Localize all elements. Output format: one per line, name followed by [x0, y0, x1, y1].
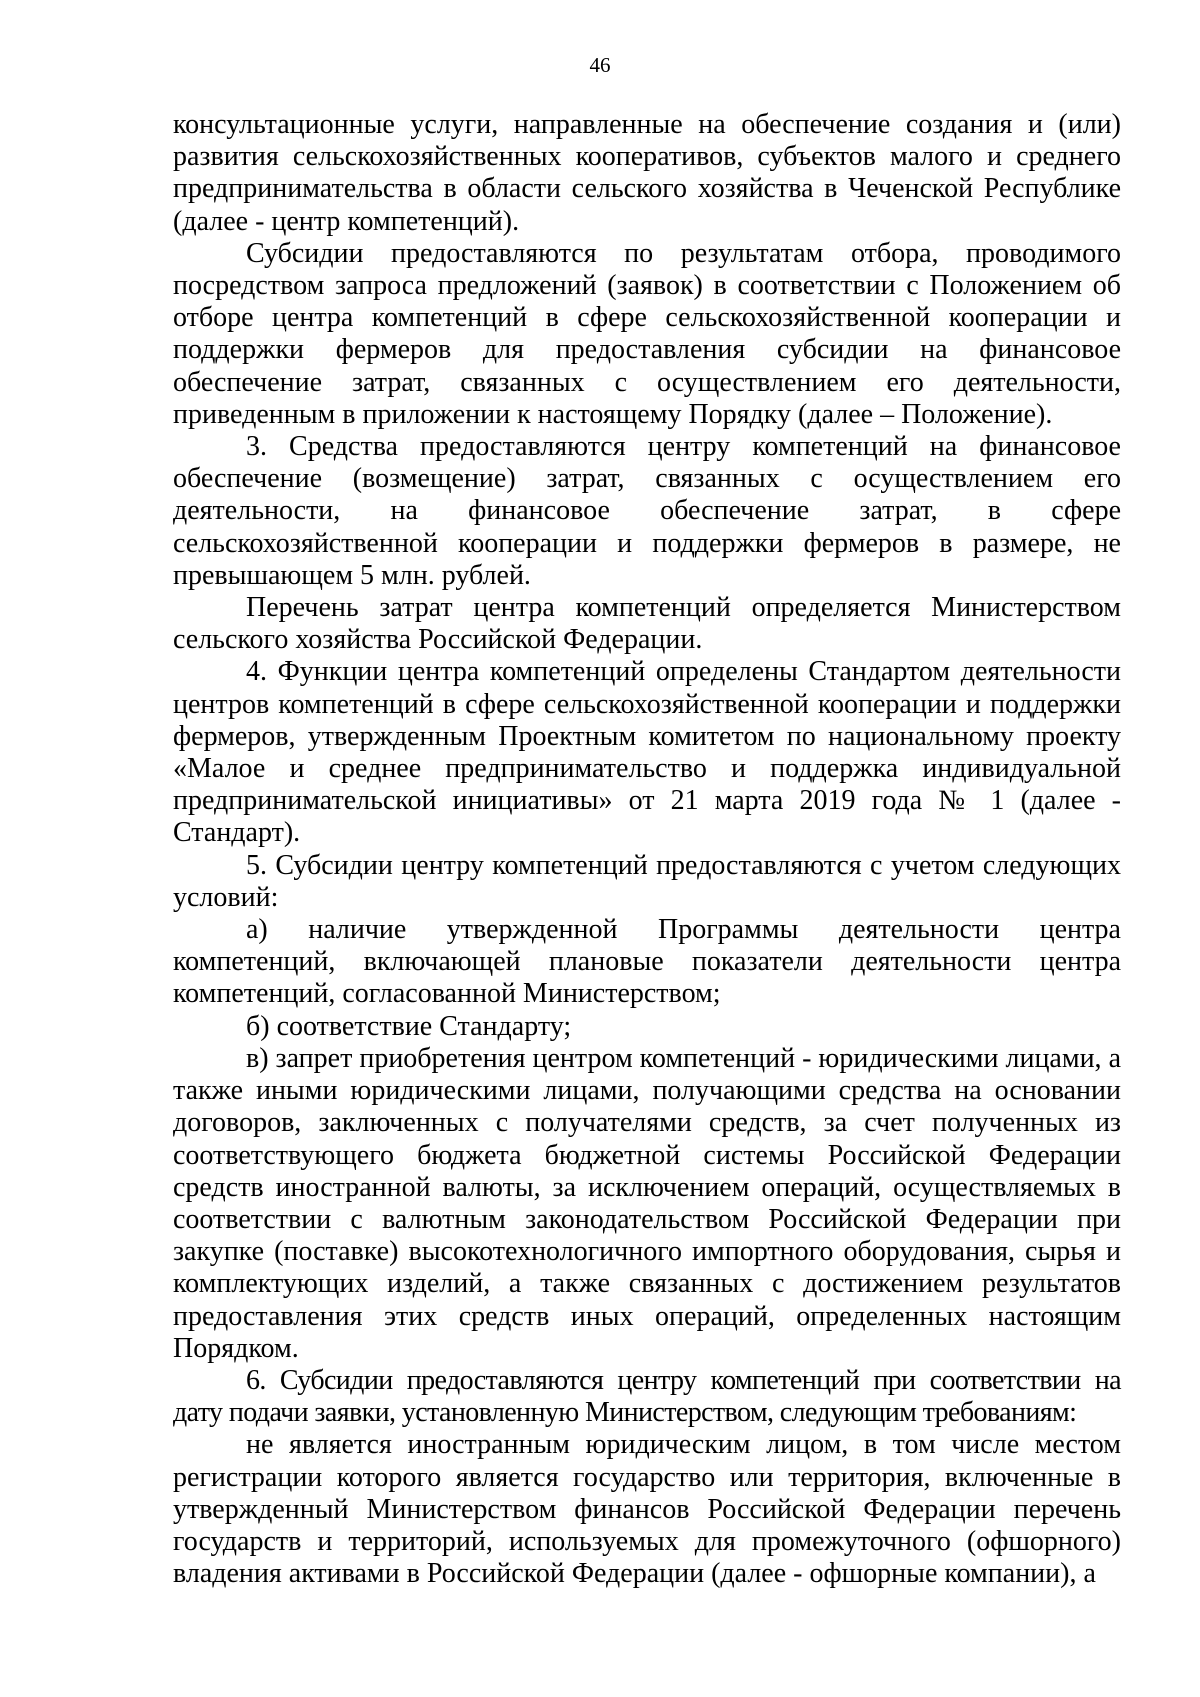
- page-number: 46: [589, 53, 611, 77]
- paragraph-consulting-services: консультационные услуги, направленные на обеспечение создания и (или) развития сельскохозяйственных кооперативов, субъектов малого и среднего предпринимательства в области сельского хозяйства в Чеченской Республике (далее - центр компетенций).: [173, 109, 1121, 237]
- paragraph-item-3-funding: 3. Средства предоставляются центру компетенций на финансовое обеспечение (возмещение) затрат, связанных с осуществлением его деятельности, на финансовое обеспечение затрат, в сфере сельскохозяйственной кооперации и поддержки фермеров в размере, не превышающем 5 млн. рублей.: [173, 431, 1121, 591]
- paragraph-item-6-requirements: 6. Субсидии предоставляются центру компетенций при соответствии на дату подачи заявки, установленную Министерством, следующим требованиям:: [173, 1364, 1121, 1429]
- paragraph-cost-list: Перечень затрат центра компетенций определяется Министерством сельского хозяйства Российской Федерации.: [173, 592, 1121, 656]
- paragraph-item-4-functions: 4. Функции центра компетенций определены Стандартом деятельности центров компетенций в сфере сельскохозяйственной кооперации и поддержки фермеров, утвержденным Проектным комитетом по национальному проекту «Малое и среднее предпринимательство и поддержка индивидуальной предпринимательской инициативы» от 21 марта 2019 года № 1 (далее - Стандарт).: [173, 656, 1121, 849]
- body-text: [173, 109, 1121, 1590]
- paragraph-subsidy-selection: Субсидии предоставляются по результатам отбора, проводимого посредством запроса предложений (заявок) в соответствии с Положением об отборе центра компетенций в сфере сельскохозяйственной кооперации и поддержки фермеров для предоставления субсидии на финансовое обеспечение затрат, связанных с осуществлением его деятельности, приведенным в приложении к настоящему Порядку (далее – Положение).: [173, 237, 1121, 430]
- paragraph-condition-a: а) наличие утвержденной Программы деятельности центра компетенций, включающей плановые показатели деятельности центра компетенций, согласованной Министерством;: [173, 914, 1121, 1010]
- paragraph-condition-c: в) запрет приобретения центром компетенций - юридическими лицами, а также иными юридическими лицами, получающими средства на основании договоров, заключенных с получателями средств, за счет полученных из соответствующего бюджета бюджетной системы Российской Федерации средств иностранной валюты, за исключением операций, осуществляемых в соответствии с валютным законодательством Российской Федерации при закупке (поставке) высокотехнологичного импортного оборудования, сырья и комплектующих изделий, а также связанных с достижением результатов предоставления этих средств иных операций, определенных настоящим Порядком.: [173, 1042, 1121, 1364]
- paragraph-condition-b: б) соответствие Стандарту;: [246, 1010, 572, 1042]
- paragraph-item-5-conditions: 5. Субсидии центру компетенций предоставляются с учетом следующих условий:: [173, 849, 1121, 913]
- paragraph-offshore-requirement: не является иностранным юридическим лицом, в том числе местом регистрации которого является государство или территория, включенные в утвержденный Министерством финансов Российской Федерации перечень государств и территорий, используемых для промежуточного (офшорного) владения активами в Российской Федерации (далее - офшорные компании), а: [173, 1429, 1121, 1590]
